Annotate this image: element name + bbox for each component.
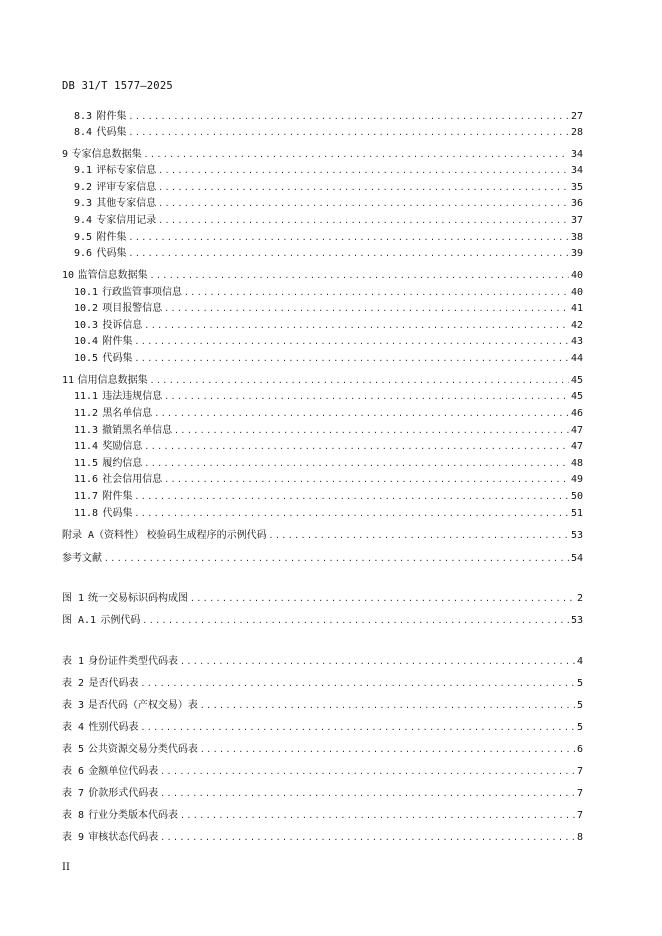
toc-entry[interactable]: [74, 473, 583, 487]
toc-entry-title: 参考文献: [62, 553, 102, 564]
toc-dot-leader: [200, 743, 575, 757]
toc-entry-page: 41: [570, 303, 583, 314]
toc-dot-leader: [140, 677, 575, 691]
toc-dot-leader: [200, 699, 575, 713]
toc-entry-title: 代码集: [96, 248, 127, 259]
toc-entry[interactable]: [74, 110, 583, 124]
toc-entry-page: 28: [570, 127, 583, 138]
toc-entry-title: 审核状态代码表: [88, 832, 159, 843]
toc-entry-page: 38: [570, 232, 583, 243]
toc-entry-page: 47: [570, 425, 583, 436]
toc-entry-page: 44: [570, 353, 583, 364]
toc-entry-number: 表 2: [62, 678, 85, 689]
toc-entry-number: 9.3: [74, 198, 93, 209]
toc-dot-leader: [140, 721, 575, 735]
toc-entry-number: 8.3: [74, 111, 93, 122]
toc-entry-page: 40: [570, 270, 583, 281]
toc-dot-leader: [190, 592, 575, 606]
toc-dot-leader: [144, 148, 569, 162]
toc-entry-page: 50: [570, 491, 583, 502]
toc-entry-title: 撤销黑名单信息: [102, 425, 173, 436]
toc-entry-title: 评审专家信息: [96, 182, 157, 193]
toc-dot-leader: [144, 319, 569, 333]
toc-entry-title: 社会信用信息: [102, 474, 163, 485]
toc-dot-leader: [129, 110, 569, 124]
toc-entry-number: 10: [62, 270, 75, 281]
toc-entry-number: 9.6: [74, 248, 93, 259]
toc-entry-title: 公共资源交易分类代码表: [87, 744, 198, 755]
toc-dot-leader: [158, 197, 569, 211]
toc-dot-leader: [129, 126, 569, 140]
toc-entry[interactable]: [74, 231, 583, 245]
toc-dot-leader: [269, 529, 569, 543]
toc-entry-page: 53: [570, 615, 583, 626]
toc-entry-title: 校验码生成程序的示例代码: [146, 530, 267, 541]
toc-entry-number: 11.3: [74, 425, 99, 436]
toc-dot-leader: [174, 424, 569, 438]
toc-entry-title: 履约信息: [102, 458, 143, 469]
toc-entry-page: 5: [576, 678, 583, 689]
toc-entry-page: 43: [570, 336, 583, 347]
toc-entry-title: 专家信息数据集: [71, 149, 142, 160]
toc-entry-title: 价款形式代码表: [88, 788, 159, 799]
toc-entry-page: 6: [576, 744, 583, 755]
toc-entry-number: 10.2: [74, 303, 99, 314]
toc-entry-number: 10.3: [74, 320, 99, 331]
toc-entry-title: 其他专家信息: [96, 198, 157, 209]
toc-dot-leader: [154, 407, 569, 421]
toc-entry-number: 11.6: [74, 474, 99, 485]
toc-entry-title: 项目报警信息: [102, 303, 163, 314]
toc-entry[interactable]: [74, 164, 583, 178]
toc-entry-number: 11.7: [74, 491, 99, 502]
toc-entry-title: 统一交易标识码构成图: [87, 593, 188, 604]
toc-entry[interactable]: [62, 721, 583, 735]
toc-entry[interactable]: [62, 614, 583, 628]
toc-entry-title: 行政监管事项信息: [102, 287, 182, 298]
toc-entry-number: 表 8: [62, 810, 85, 821]
toc-entry-page: 42: [570, 320, 583, 331]
toc-entry[interactable]: [62, 677, 583, 691]
toc-dot-leader: [160, 765, 575, 779]
toc-entry-title: 示例代码: [100, 615, 141, 626]
toc-dot-leader: [164, 473, 569, 487]
toc-entry[interactable]: [62, 699, 583, 713]
toc-dot-leader: [158, 214, 569, 228]
toc-entry[interactable]: [62, 765, 583, 779]
toc-entry-number: 9.1: [74, 165, 93, 176]
toc-entry-title: 代码集: [102, 353, 133, 364]
toc-dot-leader: [129, 231, 569, 245]
toc-entry-title: 行业分类版本代码表: [88, 810, 179, 821]
toc-entry-number: 11.8: [74, 508, 99, 519]
toc-entry-page: 27: [570, 111, 583, 122]
toc-entry-number: 附录 A（资料性）: [62, 530, 145, 541]
toc-entry-number: 11: [62, 375, 75, 386]
toc-dot-leader: [158, 181, 569, 195]
toc-entry[interactable]: [74, 440, 583, 454]
toc-entry-number: 11.4: [74, 441, 99, 452]
toc-entry-number: 表 4: [62, 722, 85, 733]
toc-dot-leader: [135, 507, 569, 521]
toc-entry-page: 39: [570, 248, 583, 259]
toc-entry-page: 7: [576, 810, 583, 821]
toc-entry-page: 2: [576, 593, 583, 604]
toc-entry-title: 附件集: [102, 491, 133, 502]
toc-dot-leader: [164, 390, 569, 404]
document-header-code: DB 31/T 1577—2025: [62, 80, 173, 92]
toc-dot-leader: [150, 269, 569, 283]
toc-entry-number: 图 1: [62, 593, 85, 604]
toc-entry[interactable]: [62, 831, 583, 845]
toc-entry[interactable]: [62, 148, 583, 162]
toc-entry-number: 10.1: [74, 287, 99, 298]
toc-entry-page: 7: [576, 788, 583, 799]
toc-entry[interactable]: [62, 529, 583, 543]
toc-entry-number: 表 7: [62, 788, 85, 799]
toc-entry-title: 奖励信息: [102, 441, 143, 452]
toc-entry-number: 11.5: [74, 458, 99, 469]
toc-entry-title: 专家信用记录: [96, 215, 157, 226]
toc-entry-page: 7: [576, 766, 583, 777]
toc-entry-title: 是否代码（产权交易）表: [87, 700, 198, 711]
toc-entry-page: 46: [570, 408, 583, 419]
toc-entry-number: 10.5: [74, 353, 99, 364]
toc-entry-number: 11.1: [74, 391, 99, 402]
toc-dot-leader: [180, 655, 575, 669]
toc-entry-page: 51: [570, 508, 583, 519]
toc-entry[interactable]: [62, 743, 583, 757]
toc-entry-number: 8.4: [74, 127, 93, 138]
toc-entry-page: 45: [570, 391, 583, 402]
toc-entry[interactable]: [74, 286, 583, 300]
toc-entry-page: 53: [570, 530, 583, 541]
toc-dot-leader: [160, 831, 575, 845]
toc-entry[interactable]: [62, 269, 583, 283]
toc-entry-number: 9.4: [74, 215, 93, 226]
toc-entry[interactable]: [74, 507, 583, 521]
toc-entry-title: 金额单位代码表: [88, 766, 159, 777]
toc-dot-leader: [104, 552, 569, 566]
toc-entry[interactable]: [74, 319, 583, 333]
toc-entry[interactable]: [74, 214, 583, 228]
toc-entry-page: 49: [570, 474, 583, 485]
toc-entry-number: 10.4: [74, 336, 99, 347]
toc-dot-leader: [142, 614, 569, 628]
toc-entry[interactable]: [62, 809, 583, 823]
toc-entry-page: 36: [570, 198, 583, 209]
page-number: II: [62, 862, 70, 873]
toc-dot-leader: [135, 352, 569, 366]
toc-dot-leader: [164, 302, 569, 316]
toc-entry-title: 代码集: [102, 508, 133, 519]
toc-entry-title: 评标专家信息: [96, 165, 157, 176]
toc-entry[interactable]: [62, 655, 583, 669]
toc-entry-number: 表 5: [62, 744, 85, 755]
toc-entry-title: 是否代码表: [88, 678, 139, 689]
toc-entry[interactable]: [74, 335, 583, 349]
toc-entry[interactable]: [74, 424, 583, 438]
toc-entry-title: 信用信息数据集: [77, 375, 148, 386]
toc-entry-number: 9.2: [74, 182, 93, 193]
toc-dot-leader: [129, 247, 569, 261]
toc-entry-title: 投诉信息: [102, 320, 143, 331]
toc-entry-title: 身份证件类型代码表: [88, 656, 179, 667]
toc-entry[interactable]: [74, 181, 583, 195]
toc-entry-page: 5: [576, 700, 583, 711]
toc-dot-leader: [135, 335, 569, 349]
toc-entry-title: 违法违规信息: [102, 391, 163, 402]
toc-entry-number: 表 1: [62, 656, 85, 667]
toc-entry-title: 代码集: [96, 127, 127, 138]
toc-entry-page: 45: [570, 375, 583, 386]
toc-entry-page: 40: [570, 287, 583, 298]
toc-entry[interactable]: [62, 592, 583, 606]
toc-entry-number: 9: [62, 149, 69, 160]
toc-dot-leader: [144, 457, 569, 471]
toc-entry-page: 35: [570, 182, 583, 193]
toc-entry-title: 附件集: [96, 111, 127, 122]
toc-entry[interactable]: [62, 374, 583, 388]
toc-dot-leader: [150, 374, 569, 388]
toc-entry[interactable]: [74, 352, 583, 366]
toc-entry[interactable]: [74, 126, 583, 140]
toc-entry-title: 附件集: [96, 232, 127, 243]
toc-entry-title: 附件集: [102, 336, 133, 347]
toc-entry-page: 5: [576, 722, 583, 733]
toc-entry-title: 监管信息数据集: [77, 270, 148, 281]
toc-entry[interactable]: [74, 407, 583, 421]
toc-entry-page: 37: [570, 215, 583, 226]
toc-entry-number: 表 6: [62, 766, 85, 777]
toc-dot-leader: [180, 809, 575, 823]
toc-entry[interactable]: [74, 457, 583, 471]
toc-entry[interactable]: [74, 197, 583, 211]
toc-dot-leader: [160, 787, 575, 801]
toc-entry-number: 表 3: [62, 700, 85, 711]
toc-entry-page: 4: [576, 656, 583, 667]
toc-entry[interactable]: [74, 302, 583, 316]
toc-entry-number: 表 9: [62, 832, 85, 843]
toc-entry-title: 黑名单信息: [102, 408, 153, 419]
toc-entry-page: 34: [570, 149, 583, 160]
toc-entry-page: 34: [570, 165, 583, 176]
toc-entry-number: 11.2: [74, 408, 99, 419]
toc-dot-leader: [158, 164, 569, 178]
toc-entry[interactable]: [74, 247, 583, 261]
toc-dot-leader: [144, 440, 569, 454]
toc-dot-leader: [184, 286, 569, 300]
toc-entry-page: 54: [570, 553, 583, 564]
toc-entry-title: 性别代码表: [88, 722, 139, 733]
toc-entry-number: 图 A.1: [62, 615, 97, 626]
toc-entry-page: 48: [570, 458, 583, 469]
toc-entry[interactable]: [62, 787, 583, 801]
toc-entry-number: 9.5: [74, 232, 93, 243]
toc-entry[interactable]: [74, 390, 583, 404]
toc-entry[interactable]: [74, 490, 583, 504]
toc-dot-leader: [135, 490, 569, 504]
toc-entry[interactable]: [62, 552, 583, 566]
toc-entry-page: 47: [570, 441, 583, 452]
toc-entry-page: 8: [576, 832, 583, 843]
